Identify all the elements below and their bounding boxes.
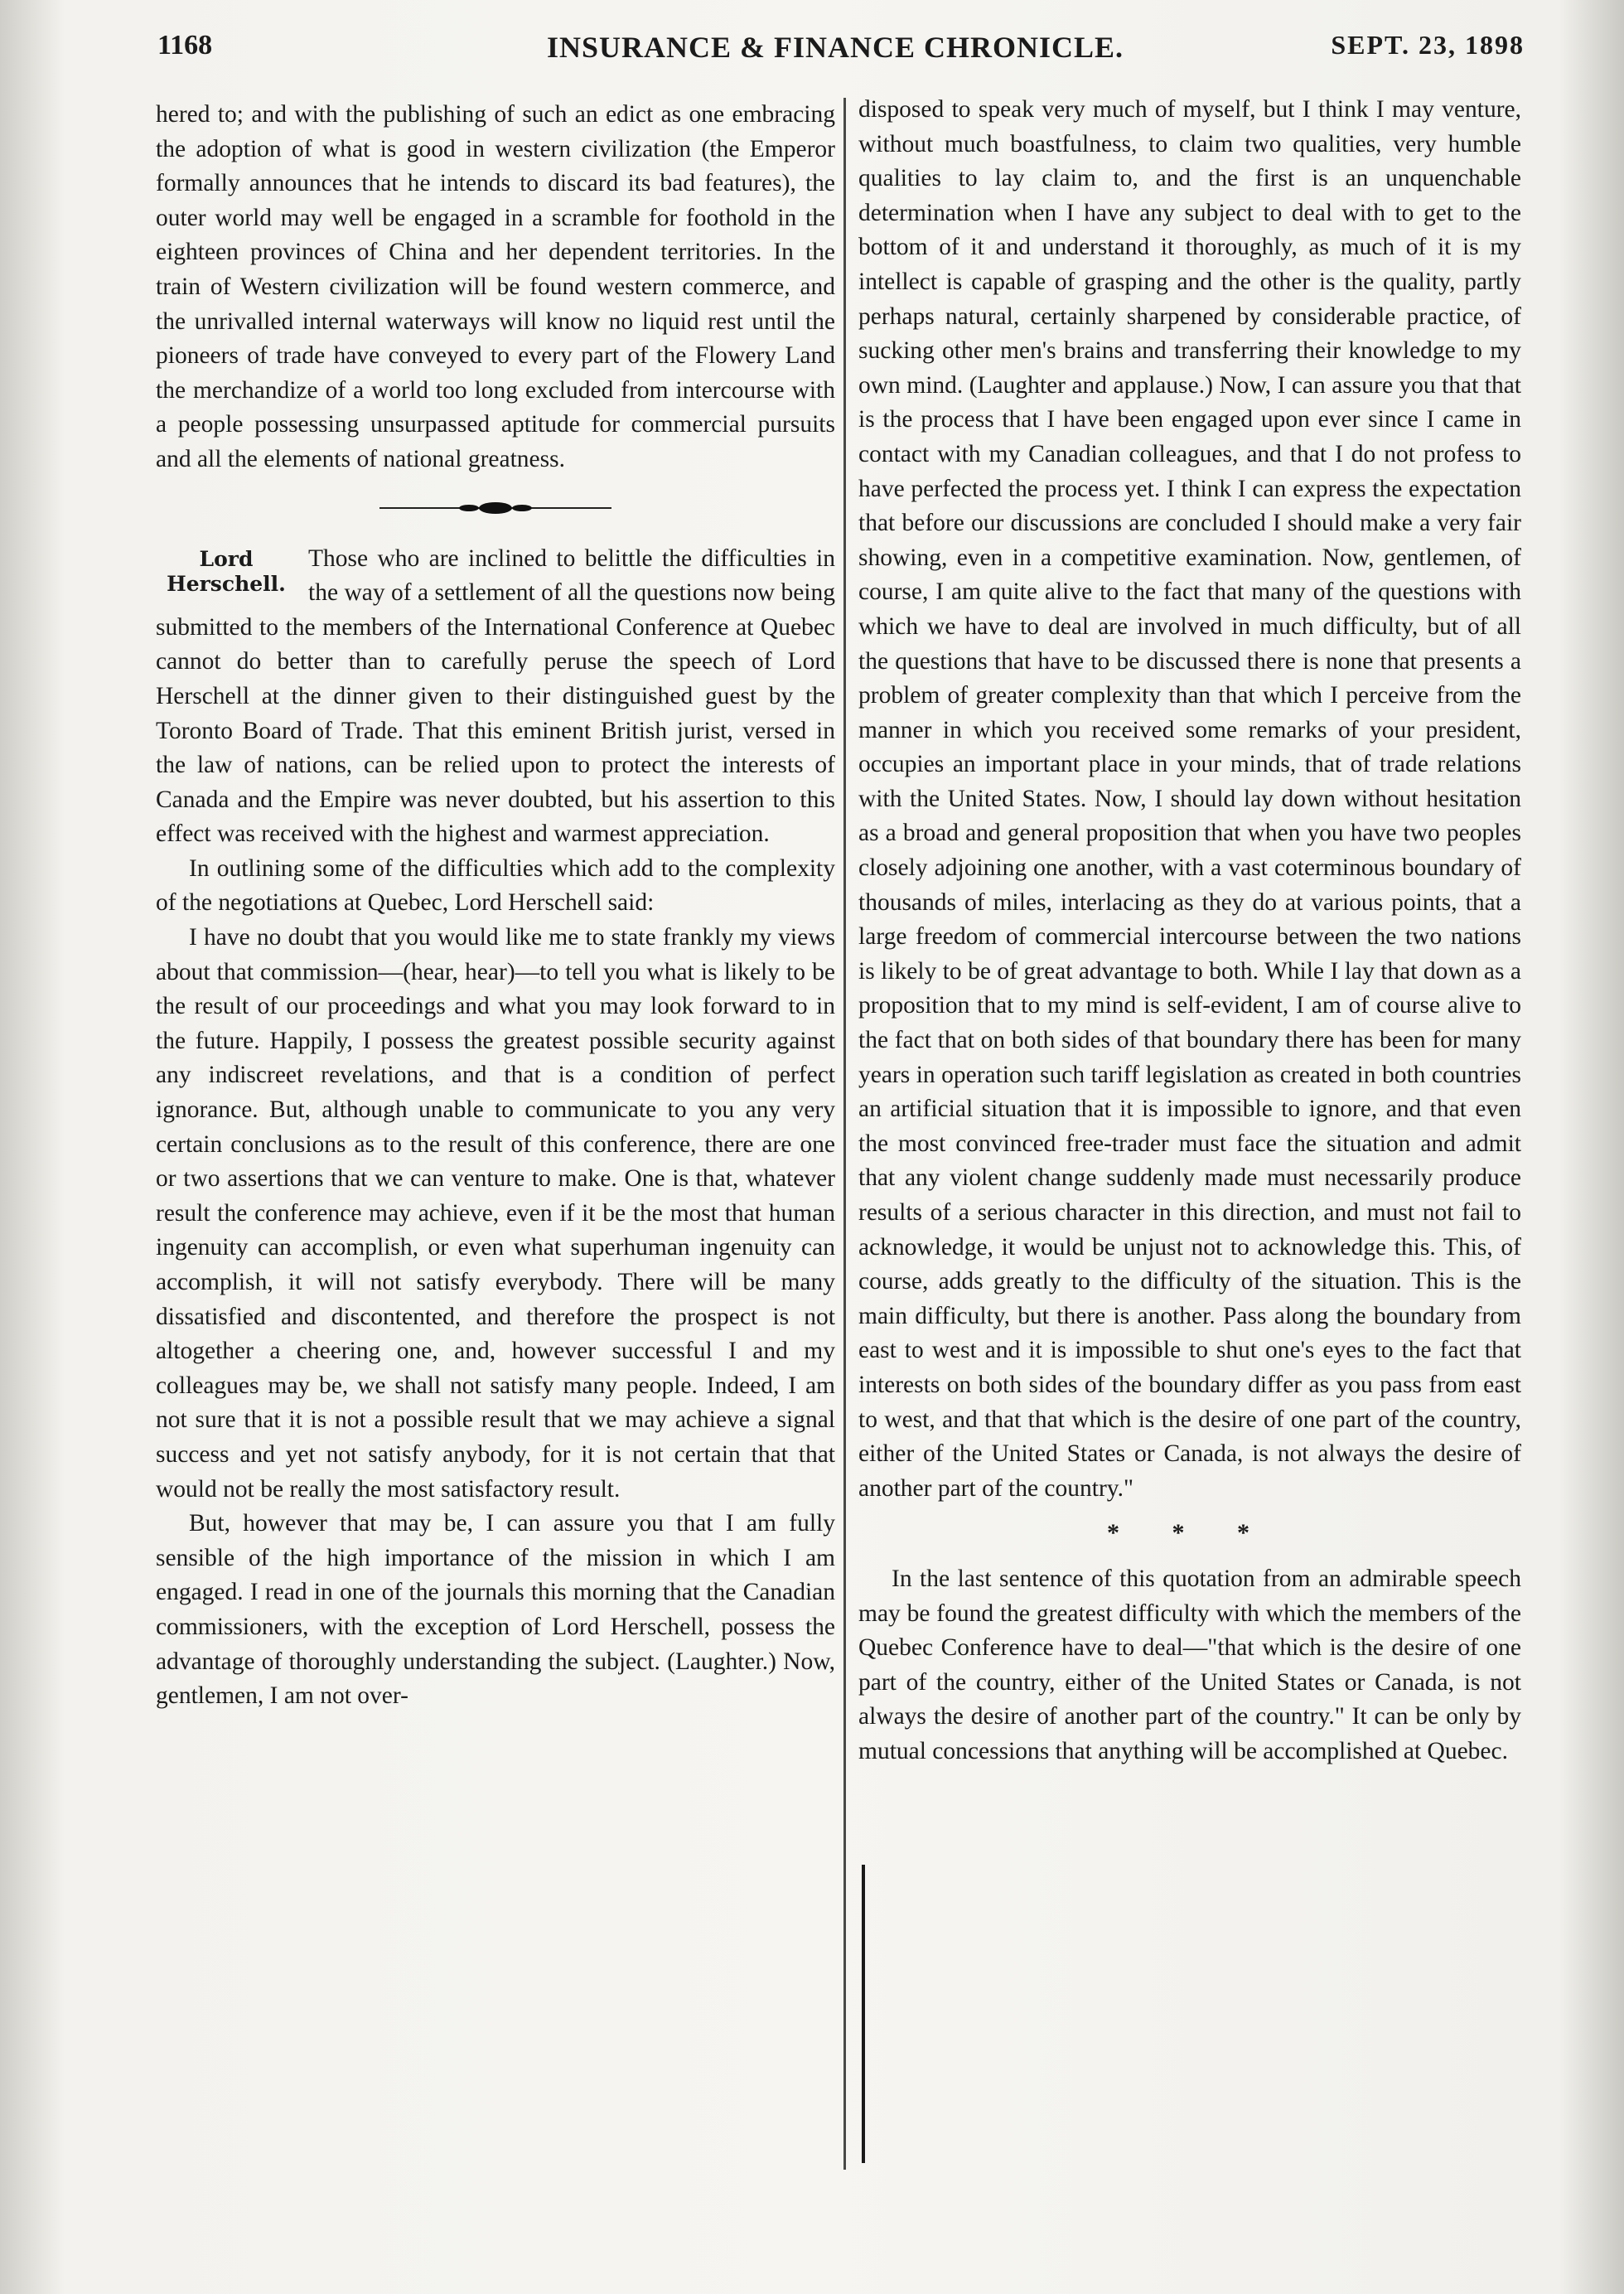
quoted-paragraph: But, however that may be, I can assure you that I am fully sensible of the high importance of the mission in which I am engaged. I read in one of the journals this morning that the Canadian commissioners, with the exception of Lord Herschell, possess the advantage of thoroughly understanding the subject. (Laughter.) Now, gentlemen, I am not over- bbox=[156, 1510, 835, 1710]
issue-date: SEPT. 23, 1898 bbox=[1331, 30, 1525, 60]
article-paragraph: In the last sentence of this quotation from an admirable speech may be found the greatest difficulty with which the members of the Quebec Conference have to deal—"that which is the desire of one part of the country, either of the United States or Canada, is not always the desire of another part of the country." It can be only by mutual concessions that anything will be accomplished at Quebec. bbox=[858, 1565, 1521, 1764]
section-stars: * * * bbox=[1107, 1519, 1273, 1547]
page-number: 1168 bbox=[157, 30, 213, 60]
section-lord-herschell bbox=[156, 542, 835, 852]
article-paragraph: In outlining some of the difficulties which add to the complexity of the negotiations at Quebec, Lord Herschell said: bbox=[156, 854, 835, 917]
page-header bbox=[157, 30, 1525, 63]
publication-title: INSURANCE & FINANCE CHRONICLE. bbox=[547, 31, 1124, 64]
quoted-paragraph: I have no doubt that you would like me to state frankly my views about that commission—(hear, hear)—to tell you what is likely to be the result of our proceedings and what you may look forward to in the future. Happily, I possess the greatest possible security against any indiscreet revelations, and that is a condition of perfect ignorance. But, although unable to communicate to you any very certain conclusions as to the result of this conference, there are one or two assertions that we can venture to make. One is that, whatever result the conference may achieve, even if it be the most that human ingenuity can accomplish, or even what superhuman ingenuity can accomplish, it will not satisfy everybody. There will be many dissatisfied and discontented, and therefore the prospect is not altogether a cheering one, and, however successful I and my colleagues may be, we shall not satisfy many people. Indeed, I am not sure that it is not a possible result that we may achieve a signal success and yet not satisfy anybody, for it is not certain that that would not be really the most satisfactory result. bbox=[156, 924, 835, 1503]
article-paragraph: Those who are inclined to belittle the difficulties in the way of a settlement of all the questions now being submitted to the members of the International Conference at Quebec cannot do better than to carefully peruse the speech of Lord Herschell at the dinner given to their distinguished guest by the Toronto Board of Trade. That this eminent British jurist, versed in the law of nations, can be relied upon to protect the interests of Canada and the Empire was never doubted, but his assertion to this effect was received with the highest and warmest appreciation. bbox=[156, 544, 835, 848]
ornament-divider bbox=[379, 496, 611, 520]
section-sidehead: Lord Herschell. bbox=[167, 546, 286, 596]
left-column bbox=[156, 98, 835, 1714]
right-column bbox=[858, 93, 1521, 1769]
article-paragraph: hered to; and with the publishing of such an edict as one embracing the adoption of what is good in western civilization (the Emperor formally announces that he intends to discard its bad features), the outer world may well be engaged in a scramble for foothold in the eighteen provinces of China and her dependent territories. In the train of Western civilization will be found western commerce, and the unrivalled internal waterways will know no liquid rest until the pioneers of trade have conveyed to every part of the Flowery Land the merchandize of a world too long excluded from intercourse with a people possessing unsurpassed aptitude for commercial pursuits and all the elements of national greatness. bbox=[156, 101, 835, 472]
column-divider bbox=[843, 98, 846, 2170]
quoted-paragraph: disposed to speak very much of myself, but I think I may venture, without much boastfulness, to claim two qualities, very humble qualities to lay claim to, and the first is an unquenchable determination when I have any subject to deal with to get to the bottom of it and understand it thoroughly, as much of it is my intellect is capable of grasping and the other is the quality, partly perhaps natural, certainly sharpened by considerable practice, of sucking other men's brains and transferring their knowledge to my own mind. (Laughter and applause.) Now, I can assure you that that is the process that I have been engaged upon ever since I came in contact with my Canadian colleagues, and that I do not profess to have perfected the process yet. I think I can express the expectation that before our discussions are concluded I should make a very fair showing, even in a competitive examination. Now, gentlemen, of course, I am quite alive to the fact that many of the questions with which we have to deal are involved in much difficulty, but of all the questions that have to be discussed there is none that presents a problem of greater complexity than that which I perceive from the manner in which you received some remarks of your president, occupies an important place in your minds, that of trade relations with the United States. Now, I should lay down without hesitation as a broad and general proposition that when you have two peoples closely adjoining one another, with a vast coterminous boundary of thousands of miles, interlacing as they do at various points, that a large freedom of commercial intercourse between the two nations is likely to be of great advantage to both. While I lay that down as a proposition that to my mind is self-evident, I am of course alive to the fact that on both sides of that boundary there has been for many years in operation such tariff legislation as created in both countries an artificial situation that it is impossible to ignore, and that even the most convinced free-trader must face the situation and admit that any violent change suddenly made must necessarily produce results of a serious character in this direction, and must not fail to acknowledge, it would be unjust not to acknowledge this. This, of course, adds greatly to the difficulty of the situation. This is the main difficulty, but there is another. Pass along the boundary from east to west and it is impossible to shut one's eyes to the fact that interests on both sides of the boundary differ as you pass from east to west, and that that which is the desire of one part of the country, either of the United States or Canada, is not always the desire of another part of the country." bbox=[858, 96, 1521, 1502]
column-divider-heavy bbox=[862, 1865, 865, 2163]
